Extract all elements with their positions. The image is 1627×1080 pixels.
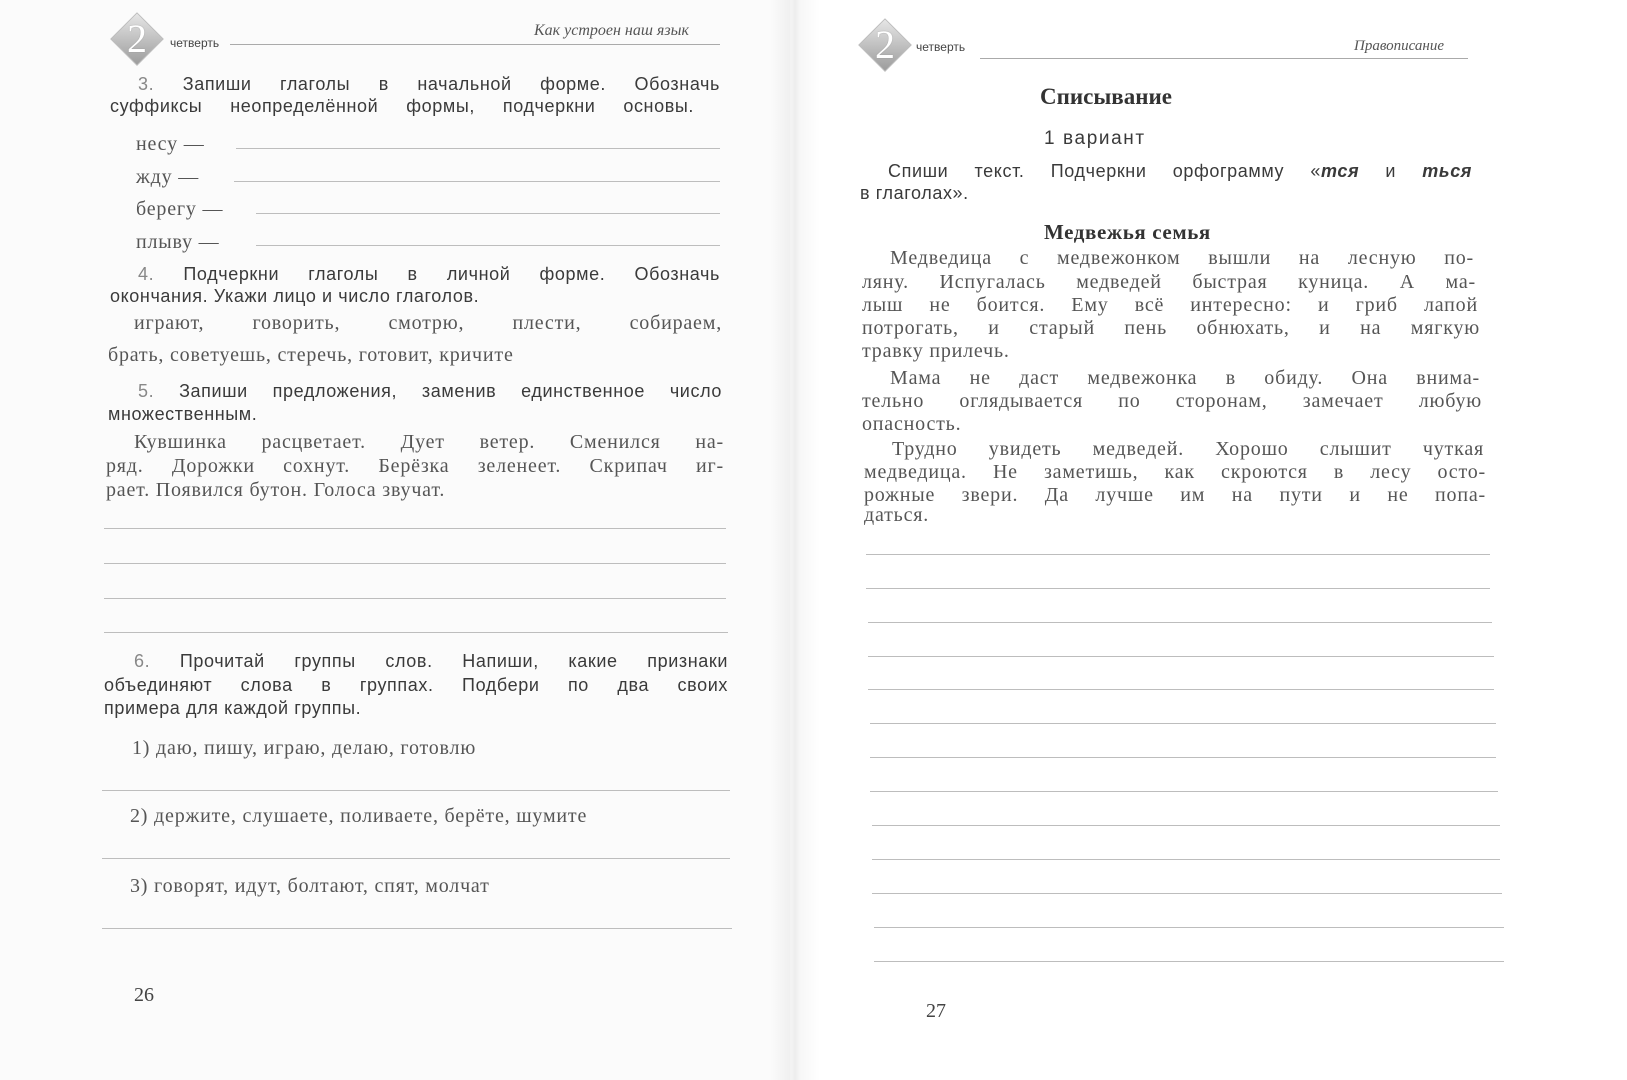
- worksheet-title: Списывание: [1040, 84, 1172, 109]
- answer-line: [102, 790, 730, 791]
- answer-line: [872, 859, 1500, 860]
- text-line: потрогать, и старый пень обнюхать, и на мягкую: [862, 317, 1480, 339]
- task5-instruction-line1: 5. Запиши предложения, заменив единственное число: [138, 381, 722, 401]
- answer-line: [872, 825, 1500, 826]
- task4-instruction-line1: 4. Подчеркни глаголы в личной форме. Обозначь: [138, 264, 720, 284]
- section-title: Как устроен наш язык: [534, 22, 689, 39]
- task6-group-2: 2) держите, слушаете, поливаете, берёте, шумите: [130, 805, 588, 827]
- answer-line: [868, 622, 1492, 623]
- variant-label: 1 вариант: [1044, 128, 1146, 149]
- task5-sentence-line1: Кувшинка расцветает. Дует ветер. Сменился на-: [134, 431, 724, 453]
- task4-words-line2: брать, советуешь, стеречь, готовит, кричите: [108, 344, 514, 366]
- answer-line: [870, 791, 1498, 792]
- page-number: 27: [926, 1000, 946, 1022]
- section-title: Правописание: [1354, 38, 1445, 54]
- task5-number: 5.: [138, 381, 155, 401]
- header-rule: [230, 44, 720, 45]
- page-number: 26: [134, 984, 154, 1006]
- text-line: тельно оглядывается по сторонам, замечает любую: [862, 390, 1482, 412]
- answer-line: [872, 893, 1502, 894]
- left-header: [110, 14, 730, 64]
- answer-line: [866, 554, 1490, 555]
- answer-line: [868, 689, 1494, 690]
- answer-line: [256, 245, 720, 246]
- answer-line: [868, 656, 1494, 657]
- quarter-number: 2: [875, 22, 895, 67]
- answer-line: [104, 563, 726, 564]
- text-line: ляну. Испугалась медведей быстрая куница. А ма-: [862, 271, 1476, 293]
- task6-instruction-line2: объединяют слова в группах. Подбери по два своих: [104, 675, 728, 695]
- instruction-line2: в глаголах».: [860, 183, 969, 203]
- task6-number: 6.: [134, 651, 151, 671]
- task5-instruction-line2: множественным.: [108, 404, 258, 424]
- task6-group-1: 1) даю, пишу, играю, делаю, готовлю: [132, 737, 477, 759]
- text-line: Мама не даст медвежонка в обиду. Она внима-: [890, 367, 1480, 389]
- task6-instruction-line3: примера для каждой группы.: [104, 698, 362, 718]
- answer-line: [104, 632, 728, 633]
- task3-word-3: берегу —: [136, 198, 224, 220]
- task5-sentence-line2: ряд. Дорожки сохнут. Берёзка зеленеет. Скрипач иг-: [106, 455, 724, 477]
- task5-sentence-line3: рает. Появился бутон. Голоса звучат.: [106, 479, 446, 501]
- text-line: рожные звери. Да лучше им на пути и не попа-: [864, 484, 1486, 506]
- text-line: опасность.: [862, 413, 962, 435]
- text-line: Медведица с медвежонком вышли на лесную по-: [890, 247, 1474, 269]
- task3-word-1: несу —: [136, 133, 205, 155]
- text-line: лыш не боится. Ему всё интересно: и гриб лапой: [862, 294, 1478, 316]
- task3-instruction-line2: суффиксы неопределённой формы, подчеркни основы.: [110, 96, 694, 116]
- answer-line: [256, 213, 720, 214]
- task3-number: 3.: [138, 74, 155, 94]
- task6-group-3: 3) говорят, идут, болтают, спят, молчат: [130, 875, 490, 897]
- right-page: [790, 0, 1627, 1080]
- text-line: Трудно увидеть медведей. Хорошо слышит чуткая: [892, 438, 1484, 460]
- answer-line: [104, 528, 726, 529]
- task3-word-2: жду —: [136, 166, 199, 188]
- quarter-label: четверть: [170, 36, 220, 50]
- answer-line: [234, 181, 720, 182]
- answer-line: [870, 757, 1496, 758]
- header-rule: [980, 58, 1468, 59]
- answer-line: [236, 148, 720, 149]
- book-gutter-shadow: [770, 0, 820, 1080]
- answer-line: [874, 927, 1504, 928]
- answer-line: [102, 928, 732, 929]
- task4-number: 4.: [138, 264, 155, 284]
- instruction-line1: Спиши текст. Подчеркни орфограмму «тся и ться: [888, 161, 1472, 181]
- answer-line: [102, 858, 730, 859]
- text-title: Медвежья семья: [1044, 220, 1211, 244]
- task4-instruction-line2: окончания. Укажи лицо и число глаголов.: [110, 286, 480, 306]
- answer-line: [866, 588, 1490, 589]
- quarter-label: четверть: [916, 40, 966, 54]
- task3-word-4: плыву —: [136, 231, 220, 253]
- answer-line: [104, 598, 726, 599]
- right-header: [858, 20, 1548, 70]
- left-page: [0, 0, 790, 1080]
- text-line: травку прилечь.: [862, 340, 1010, 362]
- task4-words-line1: играют, говорить, смотрю, плести, собираем,: [134, 312, 722, 334]
- text-line: даться.: [864, 504, 930, 526]
- answer-line: [870, 723, 1496, 724]
- task6-instruction-line1: 6. Прочитай группы слов. Напиши, какие признаки: [134, 651, 728, 671]
- text-line: медведица. Не заметишь, как скроются в лесу осто-: [864, 461, 1486, 483]
- answer-line: [874, 961, 1504, 962]
- quarter-number: 2: [127, 16, 147, 61]
- task3-instruction-line1: 3. Запиши глаголы в начальной форме. Обозначь: [138, 74, 720, 94]
